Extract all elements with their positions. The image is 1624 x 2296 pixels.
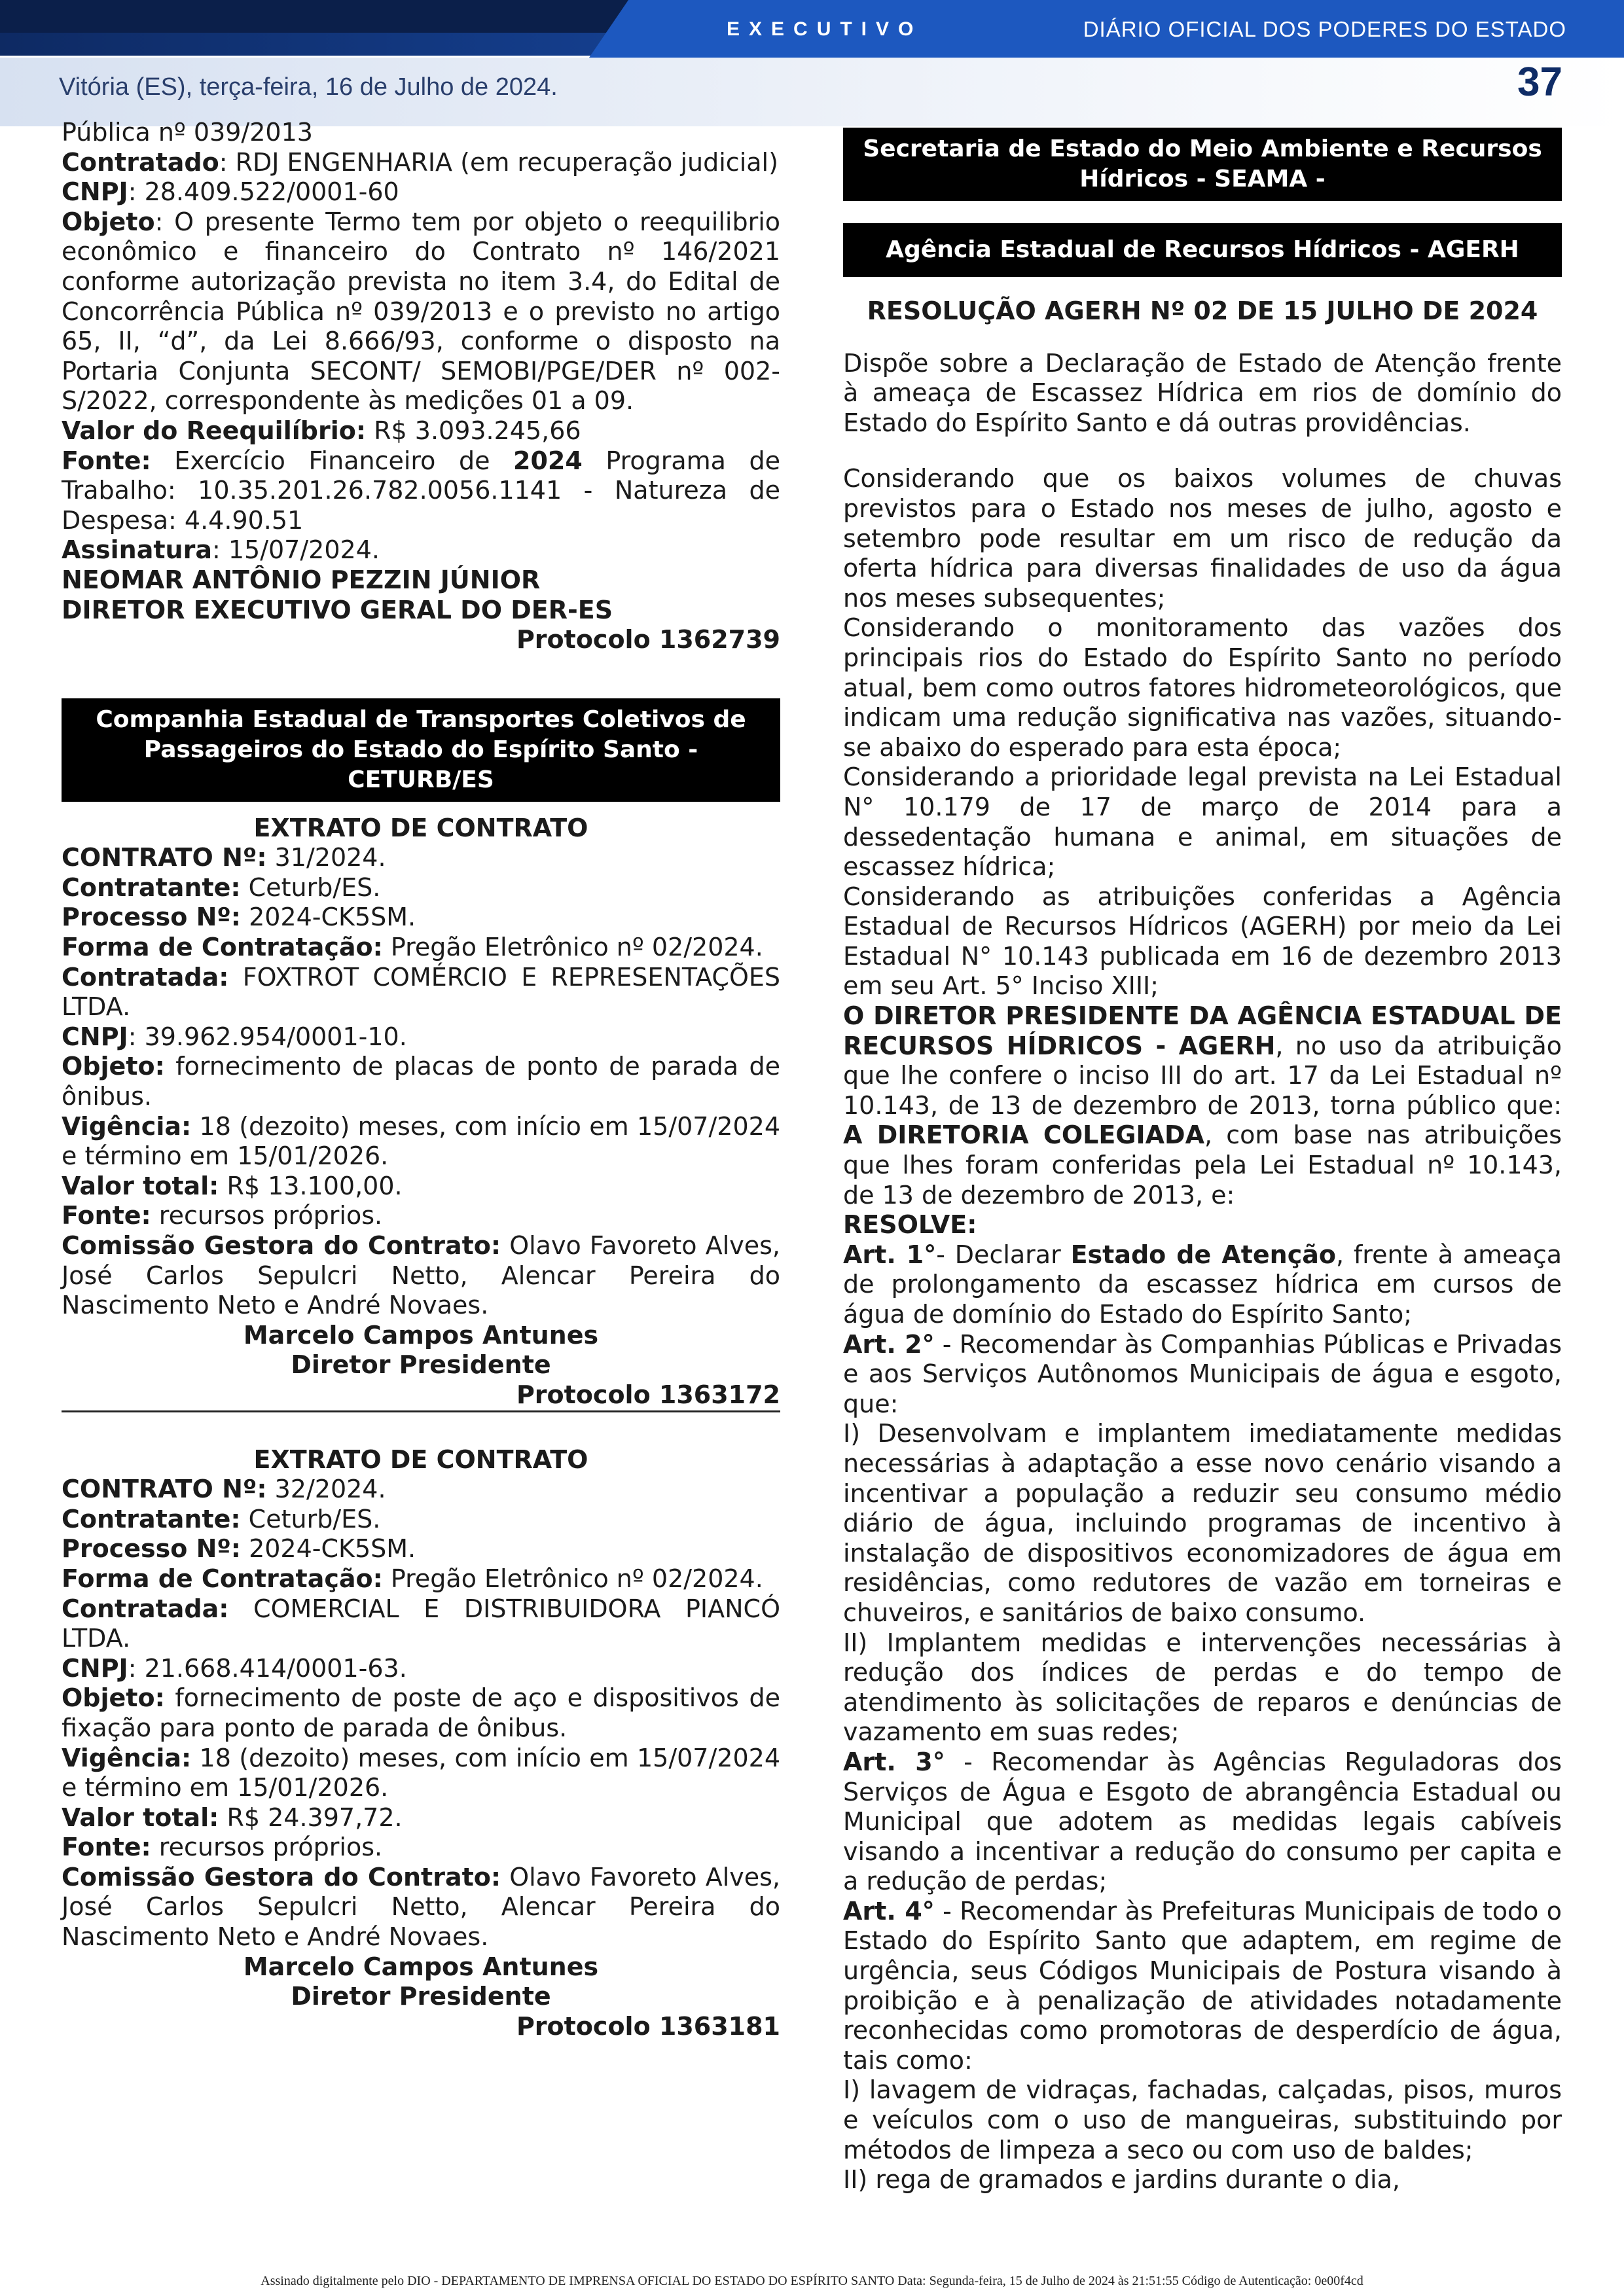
art-2: Art. 2° - Recomendar às Companhias Públicas e Privadas e aos Serviços Autônomos Municipais de água e esgoto, que: (843, 1329, 1562, 1418)
c1-role: Diretor Presidente (291, 1350, 551, 1380)
c2-contratada: Contratada: COMERCIAL E DISTRIBUIDORA PIANCÓ LTDA. (62, 1594, 780, 1653)
art-2-item-ii: II) Implantem medidas e intervenções necessárias à redução dos índices de perdas e do tempo de atendimento às solicitações de reparos e denúncias de vazamento em suas redes; (843, 1628, 1562, 1747)
cont-objeto: Objeto: O presente Termo tem por objeto o reequilibrio econômico e financeiro do Contrato nº 146/2021 conforme autorização prevista no item 3.4, do Edital de Concorrência Pública nº 039/2013 e o previsto no artigo 65, II, “d”, da Lei 8.666/93, conforme o disposto na Portaria Conjunta SECONT/ SEMOBI/PGE/DER nº 002-S/2022, correspondente às medições 01 a 09. (62, 207, 780, 416)
c2-valor: Valor total: R$ 24.397,72. (62, 1803, 403, 1832)
c1-forma: Forma de Contratação: Pregão Eletrônico nº 02/2024. (62, 933, 763, 962)
c1-vigencia: Vigência: 18 (dezoito) meses, com início em 15/07/2024 e término em 15/01/2026. (62, 1111, 780, 1171)
art-1: Art. 1°- Declarar Estado de Atenção, frente à ameaça de prolongamento da escassez hídrica em cursos de água de domínio do Estado do Espírito Santo; (843, 1240, 1562, 1329)
c2-protocolo: Protocolo 1363181 (516, 2011, 780, 2041)
c2-contrato: CONTRATO Nº: 32/2024. (62, 1475, 386, 1504)
header-bar-dark (0, 0, 661, 33)
c1-contrato: CONTRATO Nº: 31/2024. (62, 843, 386, 872)
c1-protocolo: Protocolo 1363172 (516, 1380, 780, 1409)
resolution-ementa: Dispõe sobre a Declaração de Estado de Atenção frente à ameaça de Escassez Hídrica em rios de domínio do Estado do Espírito Santo e dá outras providências. (843, 348, 1562, 437)
cont-contratado: Contratado: RDJ ENGENHARIA (em recuperação judicial) (62, 147, 778, 177)
art-3: Art. 3° - Recomendar às Agências Reguladoras dos Serviços de Água e Esgoto de abrangência Estadual ou Municipal que adotem as medidas legais cabíveis visando a incentivar a redução do consumo per capita e a redução de perdas; (843, 1747, 1562, 1896)
considerando-1: Considerando que os baixos volumes de chuvas previstos para o Estado nos meses de julho, agosto e setembro pode resultar em um risco de redução da oferta hídrica para diversas finalidades de uso da água nos meses subsequentes; (843, 464, 1562, 613)
cont-valor: Valor do Reequilíbrio: R$ 3.093.245,66 (62, 416, 581, 445)
c2-vigencia: Vigência: 18 (dezoito) meses, com início em 15/07/2024 e término em 15/01/2026. (62, 1743, 780, 1803)
agerh-title-box: Agência Estadual de Recursos Hídricos - AGERH (843, 223, 1562, 277)
cont-signer-role: DIRETOR EXECUTIVO GERAL DO DER-ES (62, 595, 613, 624)
c2-role: Diretor Presidente (291, 1982, 551, 2011)
c1-fonte: Fonte: recursos próprios. (62, 1201, 383, 1230)
c1-signer: Marcelo Campos Antunes (243, 1320, 599, 1350)
c2-signer: Marcelo Campos Antunes (243, 1952, 599, 1981)
left-column (62, 118, 780, 2041)
c2-heading: EXTRATO DE CONTRATO (253, 1444, 588, 1474)
c1-heading: EXTRATO DE CONTRATO (253, 813, 588, 842)
director-paragraph: O DIRETOR PRESIDENTE DA AGÊNCIA ESTADUAL DE RECURSOS HÍDRICOS - AGERH, no uso da atribuição que lhe confere o inciso III do art. 17 da Lei Estadual nº 10.143, de 13 de dezembro de 2013, torna público que: A DIRETORIA COLEGIADA, com base nas atribuições que lhes foram conferidas pela Lei Estadual nº 10.143, de 13 de dezembro de 2013, e: (843, 1001, 1562, 1210)
header-title: DIÁRIO OFICIAL DOS PODERES DO ESTADO (1083, 17, 1566, 41)
c2-comissao: Comissão Gestora do Contrato: Olavo Favoreto Alves, José Carlos Sepulcri Netto, Alencar Pereira do Nascimento Neto e André Novaes. (62, 1862, 780, 1952)
c1-contratante: Contratante: Ceturb/ES. (62, 872, 381, 902)
c2-forma: Forma de Contratação: Pregão Eletrônico nº 02/2024. (62, 1564, 763, 1593)
cont-signer: NEOMAR ANTÔNIO PEZZIN JÚNIOR (62, 565, 541, 594)
seama-title-box: Secretaria de Estado do Meio Ambiente e Recursos Hídricos - SEAMA - (843, 128, 1562, 201)
right-column (843, 128, 1562, 2195)
cont-line-1: Pública nº 039/2013 (62, 118, 313, 147)
c2-objeto: Objeto: fornecimento de poste de aço e dispositivos de fixação para ponto de parada de ônibus. (62, 1683, 780, 1742)
c1-valor: Valor total: R$ 13.100,00. (62, 1171, 403, 1200)
art-4-item-ii: II) rega de gramados e jardins durante o dia, (843, 2165, 1400, 2195)
cont-protocolo: Protocolo 1362739 (516, 625, 780, 655)
resolution-title: RESOLUÇÃO AGERH Nº 02 DE 15 JULHO DE 2024 (867, 296, 1538, 325)
c1-objeto: Objeto: fornecimento de placas de ponto de parada de ônibus. (62, 1052, 780, 1111)
considerando-2: Considerando o monitoramento das vazões dos principais rios do Estado do Espírito Santo no período atual, bem como outros fatores hidrometeorológicos, que indicam uma redução significativa nas vazões, situando-se abaixo do esperado para esta época; (843, 613, 1562, 762)
digital-signature-footer: Assinado digitalmente pelo DIO - DEPARTAMENTO DE IMPRENSA OFICIAL DO ESTADO DO ESPÍRITO SANTO Data: Segunda-feira, 15 de Julho de 2024 às 21:51:55 Código de Autenticação: 0e00f4cd (261, 2274, 1363, 2288)
c2-processo: Processo Nº: 2024-CK5SM. (62, 1534, 416, 1564)
c1-contratada: Contratada: FOXTROT COMÉRCIO E REPRESENTAÇÕES LTDA. (62, 962, 780, 1022)
art-2-item-i: I) Desenvolvam e implantem imediatamente medidas necessárias à adaptação a esse novo cenário visando a incentivar a população a reduzir seu consumo médio diário de água, incluindo programas de incentivo à instalação de dispositivos economizadores de água em residências, como redutores de vazão em torneiras e chuveiros, e sanitários de baixo consumo. (843, 1419, 1562, 1627)
art-4: Art. 4° - Recomendar às Prefeituras Municipais de todo o Estado do Espírito Santo que adaptem, em regime de urgência, seus Códigos Municipais de Postura visando à proibição e à penalização de atividades notadamente reconhecidas como promotoras de desperdício de água, tais como: (843, 1896, 1562, 2075)
cont-cnpj: CNPJ: 28.409.522/0001-60 (62, 177, 399, 207)
ceturb-title-box: Companhia Estadual de Transportes Coletivos de Passageiros do Estado do Espírito Santo - CETURB/ES (62, 698, 780, 802)
c1-processo: Processo Nº: 2024-CK5SM. (62, 903, 416, 932)
c2-contratante: Contratante: Ceturb/ES. (62, 1504, 381, 1534)
header-date: Vitória (ES), terça-feira, 16 de Julho de 2024. (59, 73, 558, 101)
c2-fonte: Fonte: recursos próprios. (62, 1833, 383, 1862)
c1-comissao: Comissão Gestora do Contrato: Olavo Favoreto Alves, José Carlos Sepulcri Netto, Alencar Pereira do Nascimento Neto e André Novaes. (62, 1231, 780, 1320)
c2-cnpj: CNPJ: 21.668.414/0001-63. (62, 1653, 407, 1683)
art-4-item-i: I) lavagem de vidraças, fachadas, calçadas, pisos, muros e veículos com o uso de mangueiras, substituindo por métodos de limpeza a seco ou com uso de baldes; (843, 2075, 1562, 2164)
header-section: EXECUTIVO (727, 18, 923, 40)
considerando-3: Considerando a prioridade legal prevista na Lei Estadual N° 10.179 de 17 de março de 2014 para a dessedentação humana e animal, em situações de escassez hídrica; (843, 762, 1562, 882)
resolve-heading: RESOLVE: (843, 1210, 977, 1240)
cont-fonte: Fonte: Exercício Financeiro de 2024 Programa de Trabalho: 10.35.201.26.782.0056.1141 - Natureza de Despesa: 4.4.90.51 (62, 446, 781, 535)
considerando-4: Considerando as atribuições conferidas a Agência Estadual de Recursos Hídricos (AGERH) por meio da Lei Estadual N° 10.143 publicada em 16 de dezembro 2013 em seu Art. 5° Inciso XIII; (843, 882, 1562, 1001)
page-number: 37 (1517, 60, 1562, 105)
cont-assinatura: Assinatura: 15/07/2024. (62, 535, 380, 565)
c1-cnpj: CNPJ: 39.962.954/0001-10. (62, 1022, 407, 1051)
